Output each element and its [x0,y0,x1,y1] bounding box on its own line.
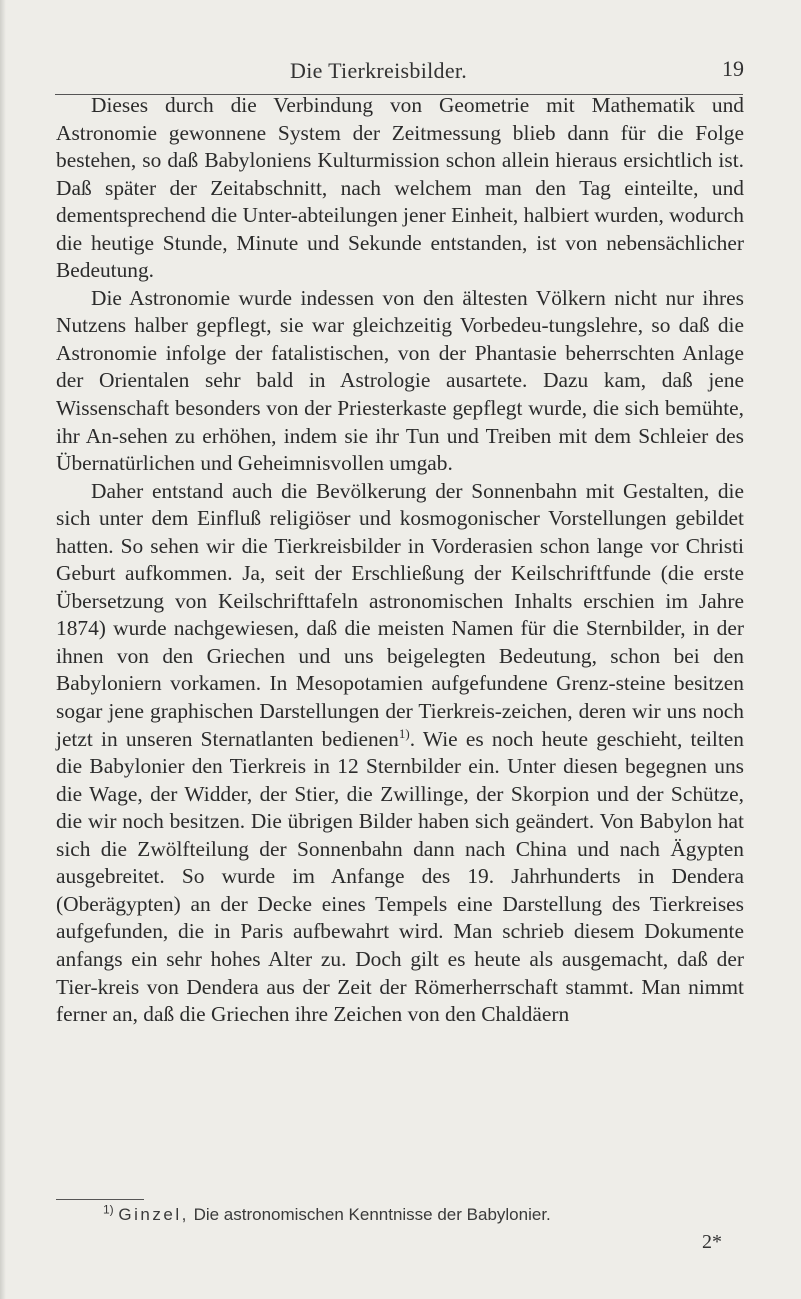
paragraph-3 [56,478,744,1029]
page-header [0,46,801,86]
paragraph-3-text-a: Daher entstand auch die Bevölkerung der Sonnenbahn mit Gestalten, die sich unter dem Einfluß religiöser und kosmogonischer Vorstellungen gebildet hatten. So sehen wir die Tierkreisbilder in Vorderasien schon lange vor Christi Geburt aufkommen. Ja, seit der Erschließung der Keilschriftfunde (die erste Übersetzung von Keilschrifttafeln astronomischen Inhalts erschien im Jahre 1874) wurde nachgewiesen, daß die meisten Namen für die Sternbilder, in der ihnen von den Griechen und uns beigelegten Bedeutung, schon bei den Babyloniern vorkamen. In Mesopotamien aufgefundene Grenz-steine besitzen sogar jene graphischen Darstellungen der Tierkreis-zeichen, deren wir uns noch jetzt in unseren Sternatlanten bedienen [56,478,744,751]
body-text [56,92,744,1029]
footnote [103,1204,753,1226]
paragraph-3-text-b: . Wie es noch heute geschieht, teilten die Babylonier den Tierkreis in 12 Sternbilder ein. Unter diesen begegnen uns die Wage, der Widder, der Stier, die Zwillinge, der Skorpion und der Schütze, die wir noch besitzen. Die übrigen Bilder haben sich geändert. Von Babylon hat sich die Zwölfteilung der Sonnenbahn dann nach China und nach Ägypten ausgebreitet. So wurde im Anfange des 19. Jahrhunderts in Dendera (Oberägypten) an der Decke eines Tempels eine Darstellung des Tierkreises aufgefunden, die in Paris aufbewahrt wird. Man schrieb diesem Dokumente anfangs ein sehr hohes Alter zu. Doch gilt es heute als ausgemacht, daß der Tier-kreis von Dendera aus der Zeit der Römerherrschaft stammt. Man nimmt ferner an, daß die Griechen ihre Zeichen von den Chaldäern [56,726,744,1027]
footnote-mark: 1) [103,1202,114,1217]
footnote-author: Ginzel, [118,1205,189,1224]
footnote-reference-number: 1 [398,725,406,741]
paragraph-1: Dieses durch die Verbindung von Geometrie mit Mathematik und Astronomie gewonnene System der Zeitmessung blieb dann für die Folge bestehen, so daß Babyloniens Kulturmission schon allein hieraus ersichtlich ist. Daß später der Zeitabschnitt, nach welchem man den Tag einteilte, und dementsprechend die Unter-abteilungen jener Einheit, halbiert wurden, wodurch die heutige Stunde, Minute und Sekunde entstanden, ist von nebensächlicher Bedeutung. [56,93,744,283]
page-edge-shadow [0,0,6,1299]
running-title: Die Tierkreisbilder. [290,58,468,83]
footnote-rule [56,1199,144,1200]
page-number: 19 [722,56,744,81]
paragraph-2: Die Astronomie wurde indessen von den ältesten Völkern nicht nur ihres Nutzens halber gepflegt, sie war gleichzeitig Vorbedeu-tungslehre, so daß die Astronomie infolge der fatalistischen, von der Phantasie beherrschten Anlage der Orientalen sehr bald in Astrologie ausartete. Dazu kam, daß jene Wissenschaft besonders von der Priesterkaste gepflegt wurde, die sich bemühte, ihr An-sehen zu erhöhen, indem sie ihr Tun und Treiben mit dem Schleier des Übernatürlichen und Geheimnisvollen umgab. [56,285,744,476]
footnote-text: Die astronomischen Kenntnisse der Babylonier. [193,1205,551,1224]
footnote-reference: 1) [398,725,410,741]
signature-mark: 2* [702,1231,722,1253]
